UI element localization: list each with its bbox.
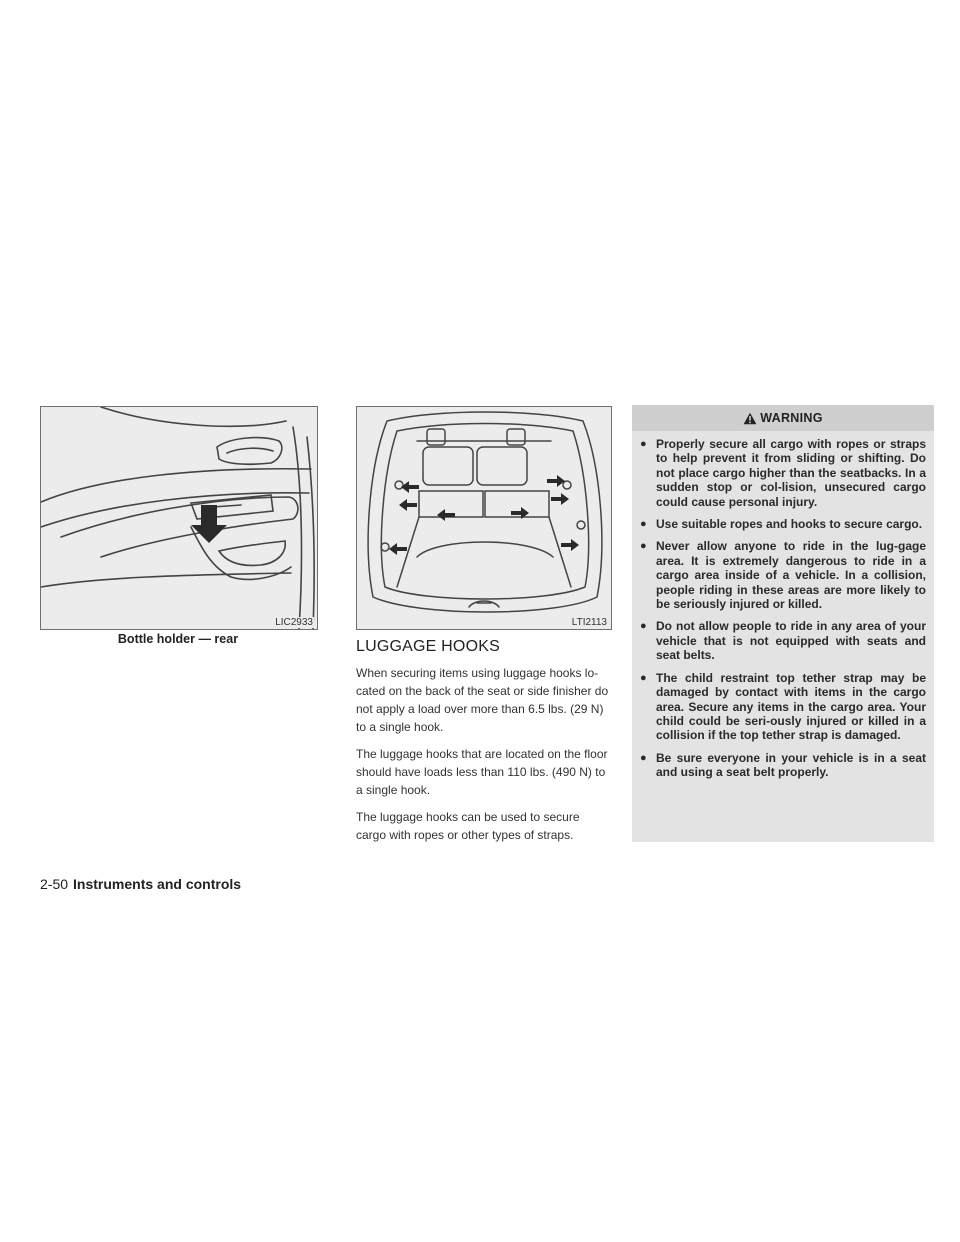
paragraph: When securing items using luggage hooks lo-cated on the back of the seat or side finisher do not apply a load over more than 6.5 lbs. (29 N) to a single hook. bbox=[356, 666, 609, 734]
cargo-area-figure bbox=[356, 406, 612, 630]
warning-item: ● The child restraint top tether strap may be damaged by contact with items in the cargo area. Secure any items in the cargo area. Your child could be seri-ously injured or killed in a collision if the top tether strap is damaged. bbox=[640, 670, 926, 743]
warning-list bbox=[632, 431, 934, 780]
warning-item: ● Be sure everyone in your vehicle is in a seat and using a seat belt properly. bbox=[640, 750, 926, 780]
paragraph: The luggage hooks that are located on the floor should have loads less than 110 lbs. (490 N) to a single hook. bbox=[356, 747, 608, 797]
page-number: 2-50 bbox=[40, 876, 69, 892]
arrow-icon bbox=[389, 475, 579, 555]
page-footer bbox=[40, 876, 241, 892]
paragraph: The luggage hooks can be used to secure cargo with ropes or other types of straps. bbox=[356, 810, 580, 842]
warning-item: ● Properly secure all cargo with ropes or straps to help prevent it from sliding or shifting. Do not place cargo higher than the seatbacks. In a sudden stop or col-lision, unsecured cargo could cause personal injury. bbox=[640, 437, 926, 509]
warning-title: WARNING bbox=[760, 411, 823, 425]
warning-triangle-icon bbox=[743, 412, 757, 425]
warning-header bbox=[632, 405, 934, 431]
section-body bbox=[356, 664, 612, 853]
bullet-icon: ● bbox=[640, 671, 647, 684]
cargo-illustration bbox=[357, 407, 611, 629]
section-heading: LUGGAGE HOOKS bbox=[356, 638, 500, 655]
bottle-holder-figure bbox=[40, 406, 318, 630]
warning-box bbox=[632, 405, 934, 842]
bullet-icon: ● bbox=[640, 540, 647, 553]
warning-item: ● Use suitable ropes and hooks to secure cargo. bbox=[640, 517, 923, 532]
figure-caption: Bottle holder — rear bbox=[117, 632, 239, 646]
footer-section: Instruments and controls bbox=[73, 876, 242, 892]
warning-item: ● Never allow anyone to ride in the lug-gage area. It is extremely dangerous to ride in a cargo area inside of a vehicle. In a collision, people riding in these areas are more likely to be seriously injured or killed. bbox=[640, 539, 926, 612]
bullet-icon: ● bbox=[640, 438, 647, 450]
bullet-icon: ● bbox=[640, 751, 647, 764]
figure-code: LIC2933 bbox=[275, 617, 313, 628]
warning-item: ● Do not allow people to ride in any area of your vehicle that is not equipped with seats and seat belts. bbox=[640, 619, 926, 663]
bullet-icon: ● bbox=[640, 518, 647, 531]
door-illustration bbox=[41, 407, 317, 629]
bullet-icon: ● bbox=[640, 620, 647, 633]
figure-code: LTI2113 bbox=[571, 617, 607, 628]
